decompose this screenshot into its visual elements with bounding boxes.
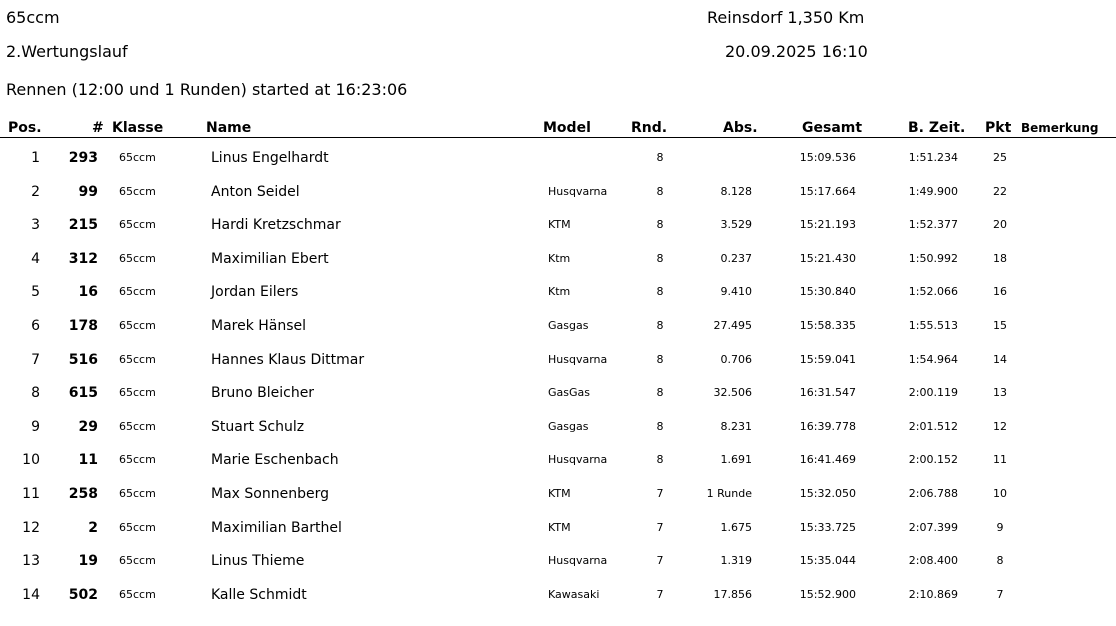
- cell-num: 99: [78, 183, 98, 200]
- cell-pkt: 18: [993, 251, 1007, 265]
- cell-gesamt: 15:52.900: [799, 587, 856, 601]
- cell-klasse: 65ccm: [119, 151, 156, 164]
- cell-pkt: 7: [996, 587, 1004, 601]
- cell-bzeit: 1:52.066: [908, 285, 958, 299]
- col-pkt: Pkt: [985, 120, 1012, 136]
- cell-klasse: 65ccm: [119, 184, 156, 198]
- table-row: [0, 142, 1116, 176]
- col-pos: Pos.: [8, 120, 42, 136]
- cell-num: 11: [78, 452, 98, 469]
- cell-klasse: 65ccm: [119, 453, 156, 467]
- cell-pkt: 25: [993, 151, 1007, 164]
- cell-pkt: 13: [993, 386, 1007, 400]
- cell-pkt: 9: [996, 520, 1004, 534]
- cell-abs: 32.506: [713, 386, 752, 400]
- cell-klasse: 65ccm: [119, 218, 156, 232]
- cell-name: Maximilian Ebert: [211, 250, 329, 267]
- cell-num: 502: [68, 586, 98, 603]
- cell-pkt: 11: [993, 453, 1007, 467]
- cell-gesamt: 15:09.536: [799, 151, 856, 164]
- cell-rnd: 7: [656, 486, 664, 500]
- table-row: [0, 310, 1116, 344]
- cell-pkt: 12: [993, 419, 1007, 433]
- cell-rnd: 8: [656, 386, 664, 400]
- cell-model: KTM: [548, 520, 571, 534]
- table-row: [0, 344, 1116, 378]
- col-abs: Abs.: [723, 120, 758, 136]
- cell-klasse: 65ccm: [119, 486, 156, 500]
- cell-bzeit: 2:10.869: [908, 587, 958, 601]
- cell-pkt: 16: [993, 285, 1007, 299]
- race-description: Rennen (12:00 und 1 Runden) started at 16:23:06: [6, 80, 408, 99]
- cell-klasse: 65ccm: [119, 352, 156, 366]
- table-row: [0, 176, 1116, 210]
- cell-pos: 3: [31, 217, 40, 234]
- cell-pos: 7: [31, 351, 40, 368]
- table-row: [0, 444, 1116, 478]
- col-bemerkung: Bemerkung: [1021, 121, 1099, 135]
- cell-num: 258: [68, 485, 98, 502]
- cell-gesamt: 15:35.044: [799, 554, 856, 568]
- cell-rnd: 7: [656, 520, 664, 534]
- cell-model: Husqvarna: [548, 554, 608, 568]
- cell-bzeit: 1:50.992: [908, 251, 958, 265]
- cell-abs: 8.231: [720, 419, 752, 433]
- cell-bzeit: 2:08.400: [908, 554, 958, 568]
- cell-bzeit: 1:54.964: [908, 352, 958, 366]
- cell-num: 615: [68, 385, 98, 402]
- table-row: [0, 209, 1116, 243]
- header-divider: [0, 137, 1116, 138]
- track-info: Reinsdorf 1,350 Km: [707, 8, 865, 27]
- cell-abs: 17.856: [713, 587, 752, 601]
- cell-bzeit: 2:00.119: [908, 386, 958, 400]
- table-row: [0, 579, 1116, 613]
- cell-bzeit: 1:55.513: [908, 318, 958, 332]
- col-num: #: [92, 120, 104, 136]
- cell-name: Anton Seidel: [211, 183, 300, 200]
- cell-abs: 27.495: [713, 318, 752, 332]
- cell-num: 19: [78, 553, 98, 570]
- cell-bzeit: 2:00.152: [908, 453, 958, 467]
- cell-name: Maximilian Barthel: [211, 519, 342, 536]
- cell-name: Linus Thieme: [211, 553, 305, 570]
- cell-pkt: 8: [996, 554, 1004, 568]
- cell-klasse: 65ccm: [119, 285, 156, 299]
- cell-pkt: 10: [993, 486, 1007, 500]
- cell-pos: 14: [22, 586, 40, 603]
- cell-rnd: 8: [656, 318, 664, 332]
- col-bzeit: B. Zeit.: [908, 120, 966, 136]
- cell-name: Stuart Schulz: [211, 418, 305, 435]
- cell-abs: 9.410: [720, 285, 752, 299]
- cell-num: 178: [68, 317, 98, 334]
- cell-rnd: 8: [656, 184, 664, 198]
- table-row: [0, 276, 1116, 310]
- cell-klasse: 65ccm: [119, 520, 156, 534]
- cell-gesamt: 15:58.335: [799, 318, 856, 332]
- cell-name: Marek Hänsel: [211, 317, 307, 334]
- col-gesamt: Gesamt: [802, 120, 863, 136]
- cell-bzeit: 2:07.399: [908, 520, 958, 534]
- cell-abs: 1 Runde: [706, 486, 752, 500]
- cell-bzeit: 1:49.900: [908, 184, 958, 198]
- cell-rnd: 8: [656, 151, 664, 164]
- cell-name: Hannes Klaus Dittmar: [211, 351, 365, 368]
- table-row: [0, 377, 1116, 411]
- cell-abs: 0.706: [720, 352, 752, 366]
- cell-abs: 8.128: [720, 184, 752, 198]
- cell-pos: 1: [31, 150, 40, 166]
- cell-name: Marie Eschenbach: [211, 452, 339, 469]
- cell-gesamt: 15:30.840: [799, 285, 856, 299]
- cell-abs: 0.237: [720, 251, 752, 265]
- cell-pos: 13: [22, 553, 40, 570]
- col-name: Name: [206, 120, 252, 136]
- cell-klasse: 65ccm: [119, 554, 156, 568]
- cell-rnd: 8: [656, 251, 664, 265]
- cell-model: Kawasaki: [548, 587, 600, 601]
- round-title: 2.Wertungslauf: [6, 42, 128, 61]
- cell-klasse: 65ccm: [119, 386, 156, 400]
- cell-klasse: 65ccm: [119, 318, 156, 332]
- cell-gesamt: 16:41.469: [799, 453, 856, 467]
- cell-rnd: 8: [656, 285, 664, 299]
- cell-pos: 5: [31, 284, 40, 301]
- cell-name: Linus Engelhardt: [211, 150, 329, 166]
- cell-name: Max Sonnenberg: [211, 485, 329, 502]
- cell-abs: 1.691: [720, 453, 752, 467]
- cell-bzeit: 1:52.377: [908, 218, 958, 232]
- table-row: [0, 545, 1116, 579]
- cell-klasse: 65ccm: [119, 587, 156, 601]
- cell-pkt: 15: [993, 318, 1007, 332]
- cell-gesamt: 16:31.547: [799, 386, 856, 400]
- cell-pos: 9: [31, 418, 40, 435]
- cell-model: Gasgas: [548, 318, 589, 332]
- cell-rnd: 8: [656, 218, 664, 232]
- cell-rnd: 7: [656, 587, 664, 601]
- cell-pos: 4: [31, 250, 40, 267]
- cell-bzeit: 1:51.234: [908, 151, 958, 164]
- table-row: [0, 512, 1116, 546]
- table-row: [0, 478, 1116, 512]
- cell-bzeit: 2:01.512: [908, 419, 958, 433]
- cell-model: Ktm: [548, 285, 571, 299]
- cell-gesamt: 16:39.778: [799, 419, 856, 433]
- cell-model: Husqvarna: [548, 184, 608, 198]
- cell-num: 16: [78, 284, 98, 301]
- cell-model: KTM: [548, 218, 571, 232]
- cell-name: Bruno Bleicher: [211, 385, 315, 402]
- cell-pkt: 20: [993, 218, 1007, 232]
- cell-num: 29: [78, 418, 98, 435]
- table-row: [0, 411, 1116, 445]
- col-klasse: Klasse: [112, 120, 164, 136]
- cell-rnd: 8: [656, 419, 664, 433]
- col-rnd: Rnd.: [631, 120, 668, 136]
- table-row: [0, 243, 1116, 277]
- cell-rnd: 8: [656, 453, 664, 467]
- cell-abs: 3.529: [720, 218, 752, 232]
- class-title: 65ccm: [6, 8, 60, 27]
- cell-gesamt: 15:21.193: [799, 218, 856, 232]
- cell-num: 312: [68, 250, 98, 267]
- cell-gesamt: 15:32.050: [799, 486, 856, 500]
- cell-pkt: 14: [993, 352, 1007, 366]
- cell-klasse: 65ccm: [119, 251, 156, 265]
- col-model: Model: [543, 120, 591, 136]
- cell-abs: 1.675: [720, 520, 752, 534]
- cell-model: GasGas: [548, 386, 590, 400]
- cell-pos: 12: [22, 519, 40, 536]
- cell-pos: 6: [31, 317, 40, 334]
- cell-model: Gasgas: [548, 419, 589, 433]
- cell-gesamt: 15:21.430: [799, 251, 856, 265]
- cell-num: 215: [68, 217, 98, 234]
- results-table: [0, 142, 1116, 612]
- cell-gesamt: 15:33.725: [799, 520, 856, 534]
- cell-name: Jordan Eilers: [211, 284, 299, 301]
- cell-model: Husqvarna: [548, 352, 608, 366]
- cell-pkt: 22: [993, 184, 1007, 198]
- cell-num: 516: [68, 351, 98, 368]
- cell-num: 2: [88, 519, 98, 536]
- table-header: [0, 118, 1116, 138]
- cell-rnd: 8: [656, 352, 664, 366]
- cell-model: Husqvarna: [548, 453, 608, 467]
- cell-bzeit: 2:06.788: [908, 486, 958, 500]
- cell-abs: 1.319: [720, 554, 752, 568]
- cell-gesamt: 15:59.041: [799, 352, 856, 366]
- cell-name: Kalle Schmidt: [211, 586, 307, 603]
- cell-name: Hardi Kretzschmar: [211, 217, 341, 234]
- cell-klasse: 65ccm: [119, 419, 156, 433]
- cell-pos: 10: [22, 452, 40, 469]
- race-datetime: 20.09.2025 16:10: [725, 42, 868, 61]
- cell-pos: 11: [22, 485, 40, 502]
- cell-pos: 8: [31, 385, 40, 402]
- cell-model: Ktm: [548, 251, 571, 265]
- cell-pos: 2: [31, 183, 40, 200]
- cell-gesamt: 15:17.664: [799, 184, 856, 198]
- cell-num: 293: [68, 150, 98, 166]
- cell-rnd: 7: [656, 554, 664, 568]
- cell-model: KTM: [548, 486, 571, 500]
